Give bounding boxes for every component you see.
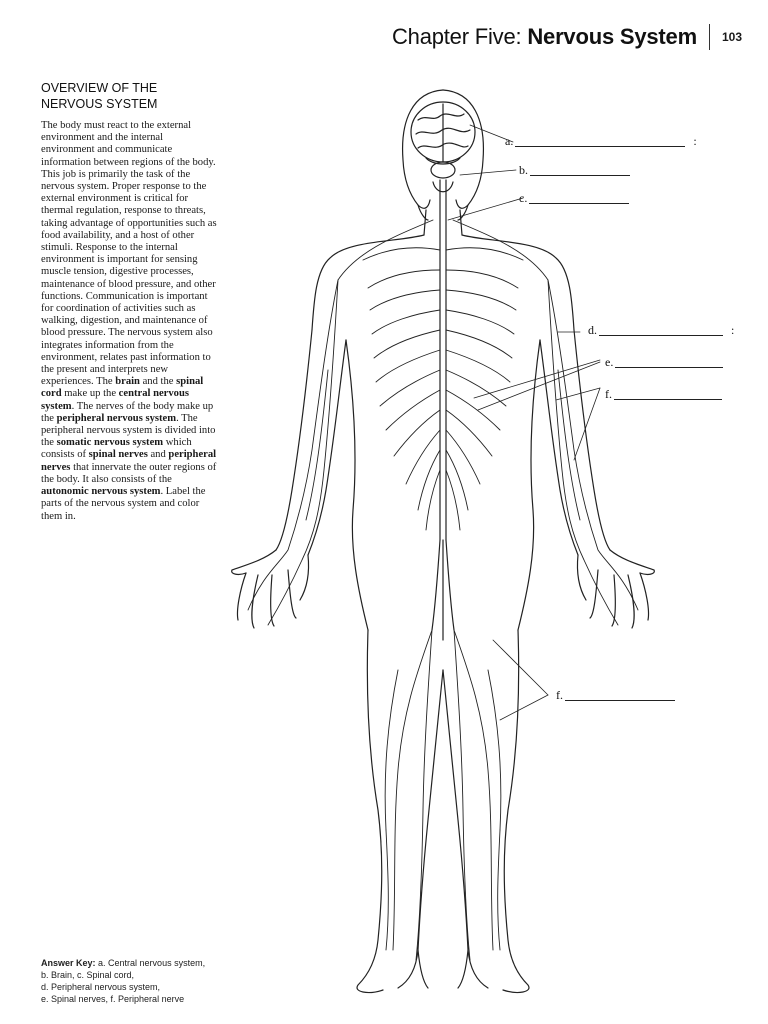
- label-blank[interactable]: [614, 390, 722, 400]
- label-a: [505, 134, 697, 149]
- text-run: . The peripheral nervous system is divided into the: [41, 412, 216, 449]
- chapter-title: [392, 24, 697, 50]
- text-run: which consists of: [41, 437, 192, 461]
- label-blank[interactable]: [529, 194, 629, 204]
- label-letter: a.: [505, 134, 514, 148]
- answer-key-text: a. Central nervous system,: [95, 958, 206, 968]
- label-blank[interactable]: [565, 691, 675, 701]
- body-illustration: [228, 70, 768, 1020]
- label-letter: d.: [588, 323, 597, 337]
- section-title: OVERVIEW OF THE NERVOUS SYSTEM: [41, 81, 158, 111]
- overview-sidebar: [41, 80, 217, 523]
- label-f-lower: [556, 688, 675, 703]
- label-d: [588, 323, 734, 338]
- page-header: [392, 22, 742, 52]
- page-number: 103: [721, 30, 742, 44]
- answer-key-line: e. Spinal nerves, f. Peripheral nerve: [41, 994, 185, 1004]
- label-blank[interactable]: [599, 326, 723, 336]
- text-run: make up the: [61, 388, 119, 400]
- label-e: [605, 355, 723, 370]
- label-letter: b.: [519, 163, 528, 177]
- text-run: and: [147, 449, 169, 461]
- term-cns: central nervous system: [41, 388, 189, 412]
- term-spinal-cord: spinal cord: [41, 376, 204, 400]
- answer-key-label: Answer Key:: [41, 958, 96, 968]
- answer-key-line: b. Brain, c. Spinal cord,: [41, 970, 135, 980]
- chapter-prefix: Chapter Five:: [391, 24, 528, 49]
- label-letter: e.: [605, 355, 614, 369]
- label-letter: f.: [605, 387, 612, 401]
- label-c: [519, 191, 629, 206]
- text-run: that innervate the outer regions of the body. It also consists of the: [41, 461, 217, 485]
- text-run: The body must react to the external environment and the internal environment and communicate information between regions of the body. This job is primarily the task of the nervous system. Proper response to the external environment is critical for thermal regulation, response to threats, taking advantage of opportunities such as food availability, and a host of other stimuli. Response to the internal environment is important for sensing muscle tension, digestive processes, maintenance of blood pressure, and other functions. Communication is important for coordination of activities such as walking, digestion, and maintenance of blood pressure. The nervous system also integrates information from the environment, relates past information to the present and interprets new experiences. The: [41, 120, 217, 388]
- nervous-system-figure: [228, 70, 768, 1020]
- term-autonomic: autonomic nervous system: [41, 486, 161, 498]
- term-peripheral-nerves: peripheral nerves: [41, 449, 217, 473]
- term-pns: peripheral nervous system: [56, 412, 177, 424]
- label-letter: c.: [519, 191, 528, 205]
- label-b: [519, 163, 630, 178]
- label-leader-lines: [448, 125, 600, 720]
- header-divider: [709, 24, 710, 50]
- answer-key: [41, 957, 231, 1005]
- label-f-upper: [605, 387, 722, 402]
- brain-drawing: [411, 102, 475, 192]
- label-blank[interactable]: [615, 358, 723, 368]
- label-letter: f.: [556, 688, 563, 702]
- label-colon: :: [731, 323, 735, 337]
- label-blank[interactable]: [530, 166, 630, 176]
- answer-key-line: d. Peripheral nervous system,: [41, 982, 161, 992]
- text-run: . The nerves of the body make up the: [41, 400, 214, 424]
- term-spinal-nerves: spinal nerves: [88, 449, 148, 461]
- overview-paragraph: [41, 120, 217, 523]
- spinal-nerves-drawing: [363, 248, 523, 530]
- term-somatic: somatic nervous system: [56, 437, 164, 449]
- text-run: and the: [139, 376, 177, 388]
- term-brain: brain: [115, 376, 140, 388]
- label-blank[interactable]: [515, 137, 685, 147]
- answer-key-line: [41, 957, 231, 969]
- text-run: . Label the parts of the nervous system and color them in.: [41, 486, 206, 522]
- chapter-name: Nervous System: [527, 24, 697, 49]
- label-colon: :: [693, 134, 697, 148]
